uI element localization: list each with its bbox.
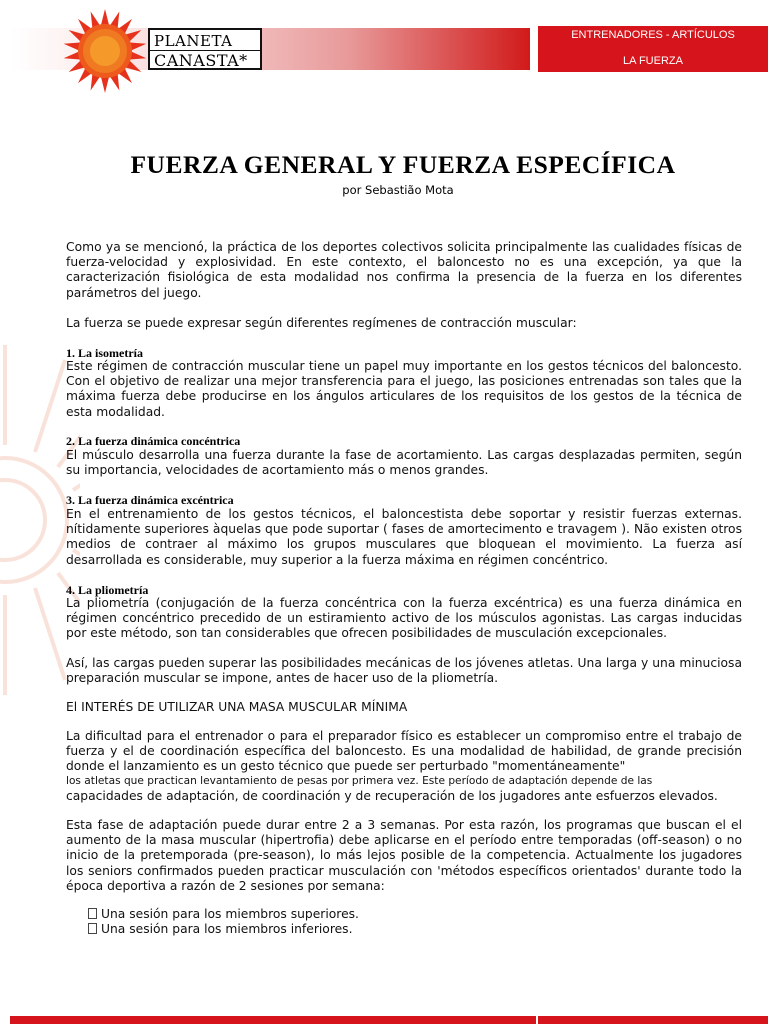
section-heading-isometria: 1. La isometría [66,346,143,360]
footer-divider [536,1016,538,1024]
paragraph-cargas: Así, las cargas pueden superar las posibilidades mecánicas de los jóvenes atletas. Una larga y una minuciosa preparación muscular se impone, antes de hacer uso de la pliometría. [66,656,742,686]
subheading-masa-muscular: El INTERÉS DE UTILIZAR UNA MASA MUSCULAR MÍNIMA [66,700,408,714]
article-byline: por Sebastião Mota [342,183,454,197]
paragraph-dificultad: La dificultad para el entrenador o para el preparador físico es establecer un compromiso entre el trabajo de fuerza y el de coordinación específica del baloncesto. Es una modalidad de habilidad, de grande precisión donde el lanzamiento es un gesto técnico que puede ser perturbado "momentáneamente" [66,729,742,774]
bullet-box-icon [88,908,97,919]
list-item [88,922,764,937]
footer-bar [10,1016,768,1024]
logo-line-planeta: PLANETA [154,32,233,50]
section-text-concentrica: El músculo desarrolla una fuerza durante la fase de acortamiento. Las cargas desplazadas permiten, según su importancia, velocidades de acortamiento más o menos grandes. [66,448,742,478]
list-item-text: Una sesión para los miembros superiores. [101,907,359,921]
section-text-isometria: Este régimen de contracción muscular tiene un papel muy importante en los gestos técnicos del baloncesto. Con el objetivo de realizar una mejor transferencia para el juego, las posiciones entrenadas son tales que la máxima fuerza debe producirse en los ángulos articulares de los requisitos de los gestos de la técnica de esta modalidad. [66,359,742,419]
bullet-box-icon [88,923,97,934]
article-title: FUERZA GENERAL Y FUERZA ESPECÍFICA [130,150,676,179]
section-label-entrenadores[interactable]: ENTRENADORES - ARTÍCULOS [571,29,735,41]
paragraph-regimes-intro: La fuerza se puede expresar según diferentes regímenes de contracción muscular: [66,316,577,330]
section-text-pliometria: La pliometría (conjugación de la fuerza concéntrica con la fuerza excéntrica) es una fuerza dinámica en régimen concéntrico precedido de un estiramiento activo de los músculos agonistas. Las cargas inducidas por este método, son tan considerables que ofrecen posibilidades de musculación excepcionales. [66,596,742,641]
section-heading-excentrica: 3. La fuerza dinámica excéntrica [66,493,234,507]
sun-logo-icon [62,8,148,94]
list-item [88,907,764,922]
section-text-excentrica: En el entrenamiento de los gestos técnicos, el baloncestista debe soportar y resistir fuerzas externas. nítidamente superiores àquelas que pode suportar ( fases de amortecimento e travagem ). Não existen otros medios de contraer al máximo los grupos musculares que bloquean el movimiento. La fuerza así desarrollada es considerable, muy superior a la fuerza máxima en régimen concéntrico. [66,507,742,567]
paragraph-dificultad-end: capacidades de adaptación, de coordinación y de recuperación de los jugadores ante esfuerzos elevados. [66,789,718,803]
section-heading-pliometria: 4. La pliometría [66,583,149,597]
logo-line-canasta: CANASTA* [154,51,248,70]
list-item-text: Una sesión para los miembros inferiores. [101,922,353,936]
paragraph-fase-adaptacion: Esta fase de adaptación puede durar entre 2 a 3 semanas. Por esta razón, los programas que buscan el el aumento de la masa muscular (hipertrofia) debe aplicarse en el período entre temporadas (off-season) o no inicio de la pretemporada (pre-season), lo más lejos posible de la competencia. Actualmente los jugadores los seniors confirmados pueden practicar musculación con 'métodos específicos orientados' durante todo la época deportiva a razón de 2 sesiones por semana: [66,818,742,893]
section-heading-concentrica: 2. La fuerza dinámica concéntrica [66,434,241,448]
paragraph-dificultad-small: los atletas que practican levantamiento de pesas por primera vez. Este período de adaptación depende de las [66,775,653,787]
planeta-canasta-logo[interactable] [148,28,262,70]
paragraph-intro: Como ya se mencionó, la práctica de los deportes colectivos solicita principalmente las cualidades físicas de fuerza-velocidad y explosividad. En este contexto, el baloncesto no es una excepción, ya que la caracterización fisiológica de esta modalidad nos confirma la presencia de la fuerza en los diferentes parámetros del juego. [66,240,742,300]
section-label-la-fuerza[interactable]: LA FUERZA [623,55,683,67]
